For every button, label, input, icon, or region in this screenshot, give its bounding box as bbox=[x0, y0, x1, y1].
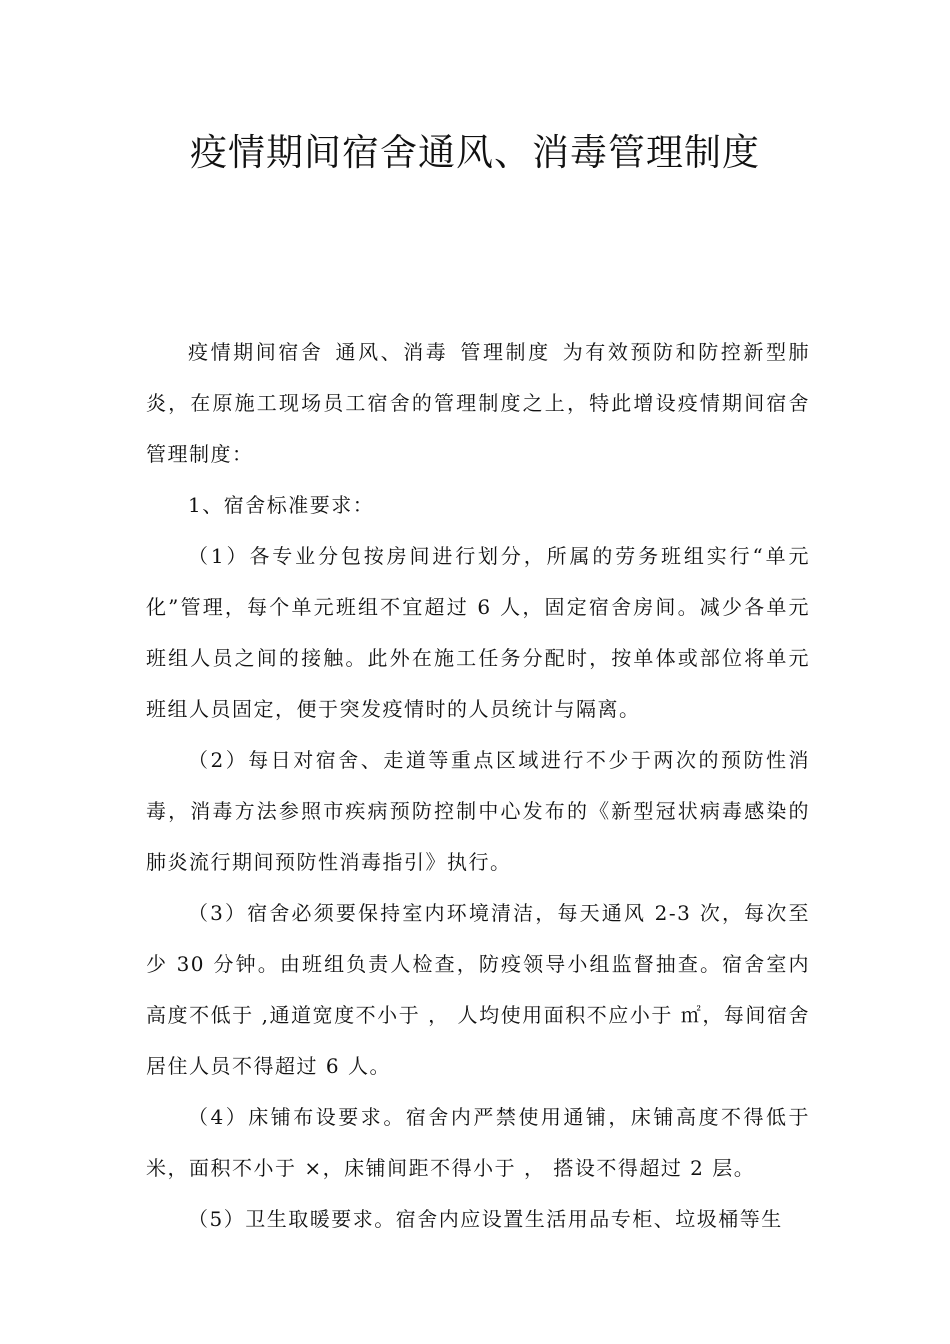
item-paragraph-5: （5）卫生取暖要求。宿舍内应设置生活用品专柜、垃圾桶等生 bbox=[188, 1207, 783, 1231]
intro-fragment-1: 疫情期间宿舍 bbox=[188, 340, 324, 364]
item-paragraph-3: （3）宿舍必须要保持室内环境清洁，每天通风 2-3 次，每次至少 30 分钟。由班组负责人检查，防疫领导小组监督抽查。宿舍室内高度不低于 ,通道宽度不小于 ， 人均使用面积不应小于 ㎡，每间宿舍居住人员不得超过 6 人。 bbox=[146, 901, 810, 1078]
intro-paragraph bbox=[146, 327, 810, 480]
document-body bbox=[146, 327, 810, 1245]
item-paragraph-4: （4）床铺布设要求。宿舍内严禁使用通铺，床铺高度不得低于米，面积不小于 ×，床铺间距不得小于 ， 搭设不得超过 2 层。 bbox=[146, 1105, 810, 1180]
document-title: 疫情期间宿舍通风、消毒管理制度 bbox=[190, 131, 760, 174]
section-heading: 1、宿舍标准要求： bbox=[188, 493, 375, 517]
intro-fragment-2: 通风、消毒 bbox=[335, 340, 449, 364]
intro-fragment-4: 为有效预防和防控新型肺炎，在原施工现场员工宿舍的管理制度之上，特此增设疫情期间宿舍管理制度： bbox=[146, 340, 811, 466]
item-paragraph-1: （1）各专业分包按房间进行划分，所属的劳务班组实行“单元化”管理，每个单元班组不宜超过 6 人，固定宿舍房间。减少各单元班组人员之间的接触。此外在施工任务分配时，按单体或部位将单元班组人员固定，便于突发疫情时的人员统计与隔离。 bbox=[146, 544, 810, 721]
intro-fragment-3: 管理制度 bbox=[460, 340, 551, 364]
item-paragraph-2: （2）每日对宿舍、走道等重点区域进行不少于两次的预防性消毒，消毒方法参照市疾病预防控制中心发布的《新型冠状病毒感染的肺炎流行期间预防性消毒指引》执行。 bbox=[146, 748, 810, 874]
